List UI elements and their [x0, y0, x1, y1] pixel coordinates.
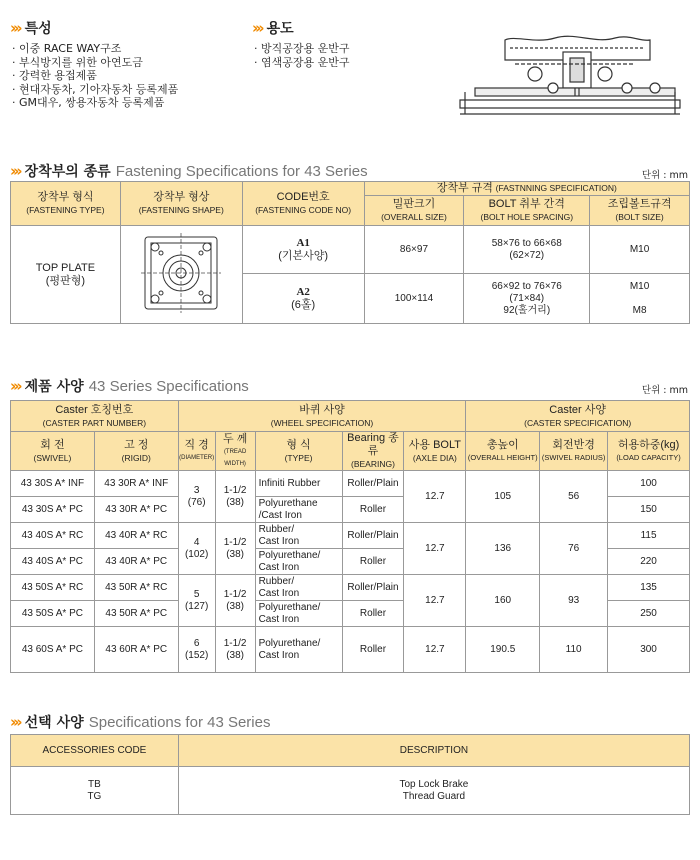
header-cell: 장착부 형상 (FASTENING SHAPE)	[120, 182, 242, 226]
features-title: 특성	[24, 21, 52, 37]
uses-list	[254, 42, 350, 69]
table-row: TB TG Top Lock Brake Thread Guard	[11, 767, 690, 815]
arrow-icon: ›››	[10, 713, 20, 731]
section-title-ko: 제품 사양	[24, 379, 84, 395]
section-title-en: 43 Series Specifications	[88, 378, 249, 395]
table-row: 43 30S A* PC 43 30R A* PC Polyurethane /Cast Iron Roller 150	[11, 497, 690, 523]
header-cell: 조립볼트규격 (BOLT SIZE)	[590, 196, 690, 226]
caster-mount-drawing	[455, 30, 685, 122]
uses-title: 용도	[266, 21, 294, 37]
list-item: · 염색공장용 운반구	[254, 56, 350, 70]
unit-label: 단위 : mm	[641, 385, 688, 396]
table-row: 43 30S A* INF 43 30R A* INF 3 (76) 1-1/2 (38) Infiniti Rubber Roller/Plain 12.7 105 56 100	[11, 471, 690, 497]
table-cell	[120, 226, 242, 324]
table-row: 43 40S A* PC 43 40R A* PC Polyurethane/ Cast Iron Roller 220	[11, 549, 690, 575]
table-cell: 66×92 to 76×76 (71×84) 92(홀거리)	[464, 274, 590, 324]
header-cell: 밀판크기 (OVERALL SIZE)	[364, 196, 464, 226]
header-cell: 총높이 (OVERALL HEIGHT)	[466, 432, 540, 471]
top-plate-icon	[131, 228, 231, 318]
section-title-en: Specifications for 43 Series	[88, 714, 271, 731]
header-cell: 장착부 형식 (FASTENING TYPE)	[11, 182, 121, 226]
table-cell: 100×114	[364, 274, 464, 324]
table-cell: 86×97	[364, 226, 464, 274]
header-cell: DESCRIPTION	[178, 735, 689, 767]
arrow-icon: ›››	[252, 19, 262, 37]
table-cell: A2 (6홀)	[242, 274, 364, 324]
header-cell: 허용하중(kg) (LOAD CAPACITY)	[608, 432, 690, 471]
features-header	[10, 18, 52, 38]
header-cell: CODE번호 (FASTENING CODE NO)	[242, 182, 364, 226]
features-list	[12, 42, 178, 110]
table-cell: 58×76 to 66×68 (62×72)	[464, 226, 590, 274]
header-cell: 바퀴 사양 (WHEEL SPECIFICATION)	[178, 401, 466, 432]
products-header	[10, 376, 249, 396]
list-item: · 이중 RACE WAY구조	[12, 42, 178, 56]
header-cell: 회전반경 (SWIVEL RADIUS)	[540, 432, 608, 471]
arrow-icon: ›››	[10, 377, 20, 395]
table-cell: TOP PLATE (평판형)	[11, 226, 121, 324]
table-row: 43 60S A* PC 43 60R A* PC 6 (152) 1-1/2 (38) Polyurethane/ Cast Iron Roller 12.7 190.5 110 300	[11, 627, 690, 673]
list-item: · 현대자동차, 기아자동차 등록제품	[12, 83, 178, 97]
header-cell: 고 정 (RIGID)	[94, 432, 178, 471]
header-cell: 장착부 규격 (FASTNNING SPECIFICATION)	[364, 182, 689, 196]
fastening-header	[10, 161, 368, 181]
header-cell: 사용 BOLT (AXLE DIA)	[404, 432, 466, 471]
fastening-table	[10, 181, 690, 324]
header-cell: 회 전 (SWIVEL)	[11, 432, 95, 471]
list-item: · 방직공장용 운반구	[254, 42, 350, 56]
header-cell: BOLT 취부 간격 (BOLT HOLE SPACING)	[464, 196, 590, 226]
table-row: 43 50S A* RC 43 50R A* RC 5 (127) 1-1/2 (38) Rubber/ Cast Iron Roller/Plain 12.7 160 93 135	[11, 575, 690, 601]
section-title-en: Fastening Specifications for 43 Series	[115, 163, 368, 180]
arrow-icon: ›››	[10, 162, 20, 180]
header-cell: Bearing 종류 (BEARING)	[342, 432, 404, 471]
header-cell: 형 식 (TYPE)	[255, 432, 342, 471]
unit-label: 단위 : mm	[641, 170, 688, 181]
section-title-ko: 선택 사양	[24, 715, 84, 731]
header-cell: Caster 호칭번호 (CASTER PART NUMBER)	[11, 401, 179, 432]
table-cell: A1 (기본사양)	[242, 226, 364, 274]
list-item: · GM대우, 쌍용자동차 등록제품	[12, 96, 178, 110]
header-cell: ACCESSORIES CODE	[11, 735, 179, 767]
accessories-header	[10, 712, 270, 732]
accessories-table	[10, 734, 690, 815]
table-row: 43 50S A* PC 43 50R A* PC Polyurethane/ Cast Iron Roller 250	[11, 601, 690, 627]
arrow-icon: ›››	[10, 19, 20, 37]
header-cell: 직 경 (DIAMETER)	[178, 432, 215, 471]
product-spec-table	[10, 400, 690, 673]
uses-header	[252, 18, 294, 38]
header-cell: 두 께 (TREAD WIDTH)	[215, 432, 255, 471]
header-cell: Caster 사양 (CASTER SPECIFICATION)	[466, 401, 690, 432]
section-title-ko: 장착부의 종류	[24, 164, 111, 180]
table-cell: M10 M8	[590, 274, 690, 324]
list-item: · 강력한 용접제품	[12, 69, 178, 83]
table-cell: M10	[590, 226, 690, 274]
table-row: 43 40S A* RC 43 40R A* RC 4 (102) 1-1/2 (38) Rubber/ Cast Iron Roller/Plain 12.7 136 76 115	[11, 523, 690, 549]
list-item: · 부식방지를 위한 아연도금	[12, 56, 178, 70]
